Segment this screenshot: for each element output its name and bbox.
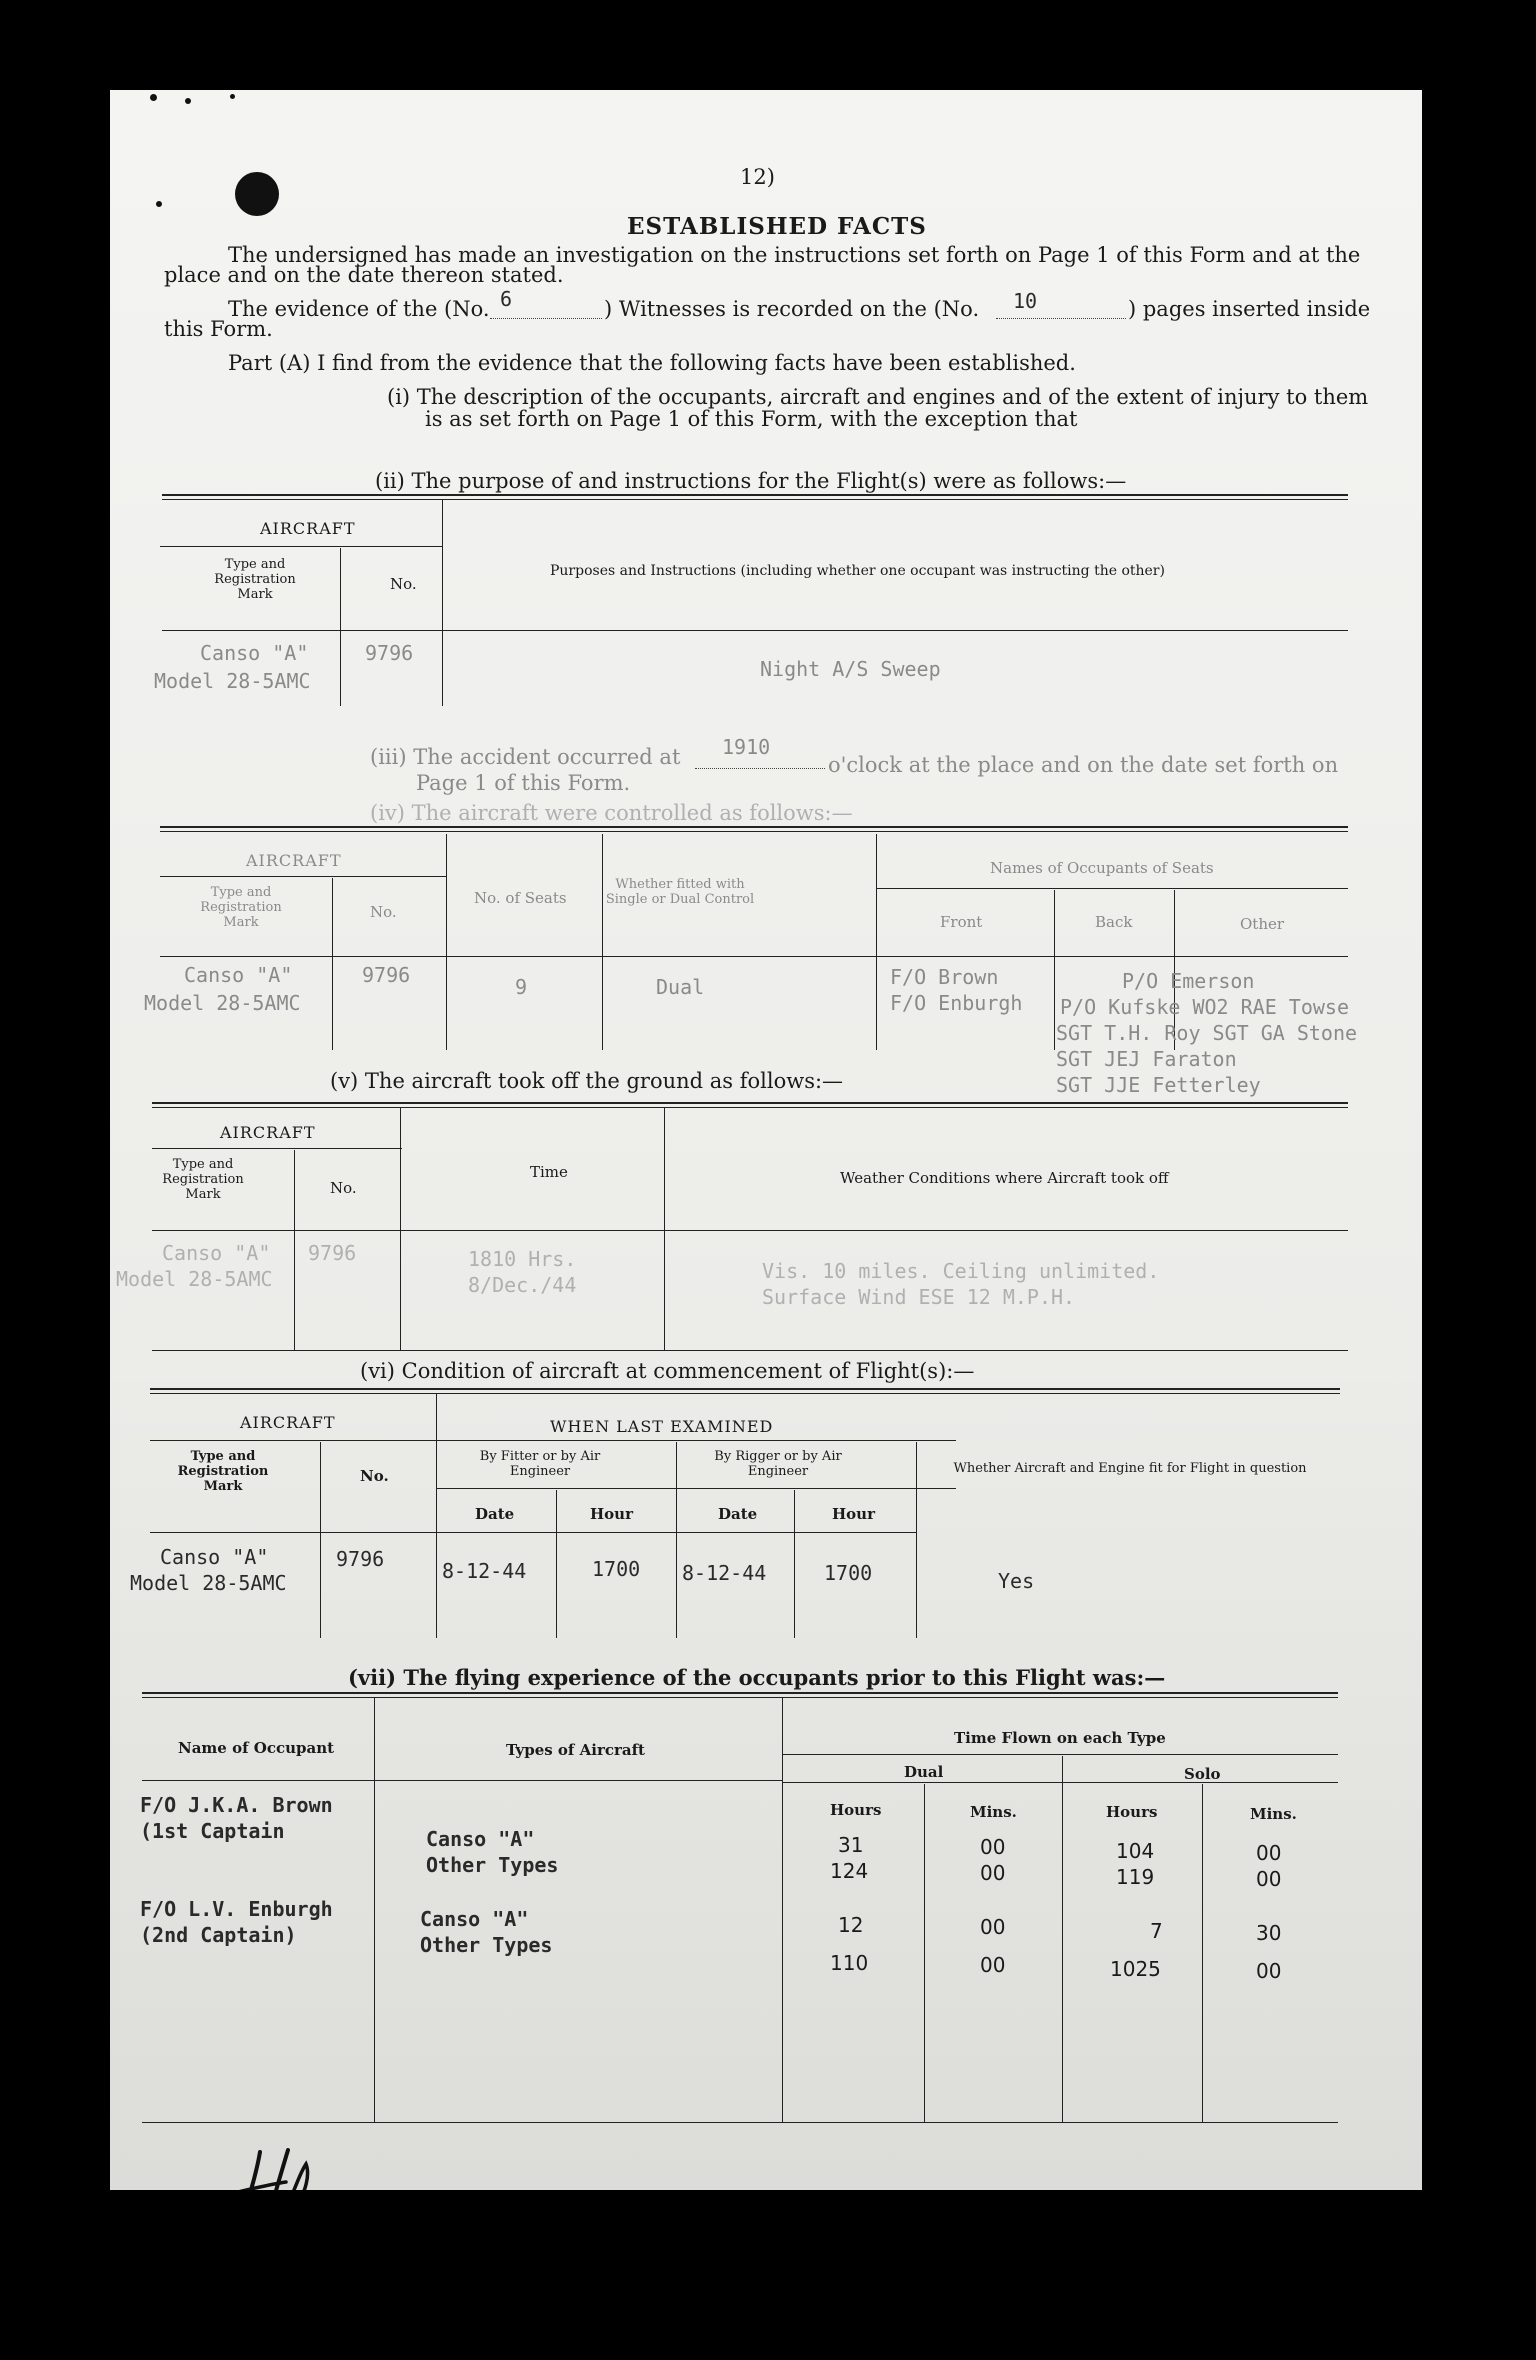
section-v-top-rule xyxy=(152,1102,1348,1108)
occupant-1-dual-mins-1: 00 xyxy=(980,1835,1006,1859)
section-iv-back-line-5: SGT JJE Fetterley xyxy=(1056,1073,1261,1097)
section-iv-col-seats: No. of Seats xyxy=(474,889,567,907)
rule xyxy=(160,956,1348,957)
rule xyxy=(664,1108,665,1350)
rule xyxy=(332,878,333,1050)
rule xyxy=(142,1780,782,1781)
rule xyxy=(294,1150,295,1350)
rule xyxy=(152,1230,1348,1231)
section-ii-col-purpose: Purposes and Instructions (including whether one occupant was instructing the other) xyxy=(550,563,1165,579)
rule xyxy=(916,1442,917,1638)
rule xyxy=(152,1148,402,1149)
section-vi-type-line-2: Model 28-5AMC xyxy=(130,1571,287,1595)
witness-suffix: ) pages inserted inside xyxy=(1128,297,1371,321)
section-v-aircraft-header: AIRCRAFT xyxy=(220,1123,316,1142)
section-v-type-line-1: Canso "A" xyxy=(162,1241,271,1265)
section-vi-aircraft-no: 9796 xyxy=(336,1547,385,1571)
witness-prefix: The evidence of the (No. xyxy=(228,297,490,321)
occupant-2-solo-mins-1: 30 xyxy=(1256,1921,1282,1945)
section-ii-heading: (ii) The purpose of and instructions for the Flight(s) were as follows:— xyxy=(375,469,1127,493)
section-iv-col-other: Other xyxy=(1240,915,1285,933)
section-iii-dots xyxy=(695,768,825,769)
occupant-1-name-line-2: (1st Captain xyxy=(140,1819,285,1843)
section-iv-col-names: Names of Occupants of Seats xyxy=(990,859,1214,877)
section-vii-top-rule xyxy=(142,1692,1338,1698)
section-iii-line-2: Page 1 of this Form. xyxy=(416,771,631,795)
section-vi-rigger-hour: Hour xyxy=(832,1505,875,1523)
intro-line-2: place and on the date thereon stated. xyxy=(164,263,564,287)
section-vi-fitter-hour: Hour xyxy=(590,1505,633,1523)
rule xyxy=(400,1108,401,1350)
section-v-heading: (v) The aircraft took off the ground as follows:— xyxy=(330,1069,844,1093)
rule xyxy=(924,1784,925,2122)
section-iv-col-control: Whether fitted with Single or Dual Control xyxy=(605,877,755,907)
occupant-1-solo-hours-1: 104 xyxy=(1116,1839,1155,1863)
rule xyxy=(1202,1784,1203,2122)
rule xyxy=(876,834,877,1050)
section-vi-fitter-hour-value: 1700 xyxy=(592,1557,641,1581)
part-a-line: Part (A) I find from the evidence that the following facts have been established. xyxy=(228,351,1076,375)
section-v-weather-line-1: Vis. 10 miles. Ceiling unlimited. xyxy=(762,1259,1160,1283)
intro-line-4: this Form. xyxy=(164,317,273,341)
witness-number: 6 xyxy=(500,287,513,311)
handwritten-initials xyxy=(220,2140,330,2190)
section-ii-type-line-1: Canso "A" xyxy=(200,641,309,665)
section-v-col-time: Time xyxy=(530,1163,568,1181)
occupant-2-dual-hours-1: 12 xyxy=(838,1913,864,1937)
rule xyxy=(436,1394,437,1638)
item-i-line-1: (i) The description of the occupants, aircraft and engines and of the extent of injury to them xyxy=(387,385,1369,409)
section-iii-prefix: (iii) The accident occurred at xyxy=(370,745,681,769)
section-v-col-type: Type and Registration Mark xyxy=(162,1157,244,1202)
section-v-col-no: No. xyxy=(330,1179,357,1197)
section-v-type-line-2: Model 28-5AMC xyxy=(116,1267,273,1291)
section-vi-when-examined: WHEN LAST EXAMINED xyxy=(550,1417,774,1436)
section-iv-back-line-2: P/O Kufske WO2 RAE Towse xyxy=(1060,995,1349,1019)
section-vii-col-dual: Dual xyxy=(904,1763,944,1781)
occupant-1-type-2: Other Types xyxy=(426,1853,559,1877)
occupant-2-name-line-2: (2nd Captain) xyxy=(140,1923,297,1947)
section-vi-col-no: No. xyxy=(360,1467,389,1485)
section-vi-type-line-1: Canso "A" xyxy=(160,1545,269,1569)
witness-middle: ) Witnesses is recorded on the (No. xyxy=(604,297,980,321)
rule xyxy=(442,500,443,706)
section-vi-by-fitter: By Fitter or by Air Engineer xyxy=(479,1449,601,1479)
rule xyxy=(320,1442,321,1638)
occupant-2-solo-hours-2: 1025 xyxy=(1110,1957,1161,1981)
page-number: 12) xyxy=(740,165,775,189)
section-vii-dual-hours: Hours xyxy=(830,1801,882,1819)
section-iii-suffix: o'clock at the place and on the date set forth on xyxy=(828,753,1339,777)
rule xyxy=(150,1440,956,1441)
section-iv-front-line-2: F/O Enburgh xyxy=(890,991,1023,1015)
pages-number: 10 xyxy=(1013,289,1038,313)
occupant-2-type-1: Canso "A" xyxy=(420,1907,529,1931)
section-ii-type-line-2: Model 28-5AMC xyxy=(154,669,311,693)
rule xyxy=(150,1532,916,1533)
rule xyxy=(160,546,442,547)
section-iv-top-rule xyxy=(160,826,1348,832)
occupant-2-dual-mins-1: 00 xyxy=(980,1915,1006,1939)
section-vii-col-types: Types of Aircraft xyxy=(506,1741,645,1759)
occupant-2-type-2: Other Types xyxy=(420,1933,553,1957)
punch-mark xyxy=(156,201,162,207)
section-v-time-line-1: 1810 Hrs. xyxy=(468,1247,577,1271)
section-iv-type-line-1: Canso "A" xyxy=(184,963,293,987)
section-ii-aircraft-header: AIRCRAFT xyxy=(260,519,356,538)
form-sheet xyxy=(110,90,1422,2190)
section-vii-dual-mins: Mins. xyxy=(970,1803,1017,1821)
section-ii-purpose: Night A/S Sweep xyxy=(760,657,941,681)
rule xyxy=(1054,890,1055,1050)
rule xyxy=(556,1490,557,1638)
section-vii-col-name: Name of Occupant xyxy=(178,1739,335,1757)
section-vi-rigger-date: Date xyxy=(718,1505,758,1523)
section-vi-rigger-date-value: 8-12-44 xyxy=(682,1561,767,1585)
section-vii-heading: (vii) The flying experience of the occupants prior to this Flight was:— xyxy=(348,1665,1166,1690)
section-v-time-line-2: 8/Dec./44 xyxy=(468,1273,577,1297)
rule xyxy=(446,834,447,1050)
intro-line-1: The undersigned has made an investigation on the instructions set forth on Page 1 of this Form and at the xyxy=(228,243,1361,267)
rule xyxy=(602,834,603,1050)
punch-hole xyxy=(235,172,279,216)
rule xyxy=(152,1350,1348,1351)
section-iv-col-no: No. xyxy=(370,903,397,921)
occupant-2-name-line-1: F/O L.V. Enburgh xyxy=(140,1897,333,1921)
section-vi-top-rule xyxy=(150,1388,1340,1394)
section-ii-col-no: No. xyxy=(390,575,417,593)
section-vi-by-rigger: By Rigger or by Air Engineer xyxy=(714,1449,842,1479)
section-vi-col-fit: Whether Aircraft and Engine fit for Flight in question xyxy=(953,1461,1307,1476)
section-iv-aircraft-header: AIRCRAFT xyxy=(246,851,342,870)
punch-mark xyxy=(230,94,235,99)
section-vii-bottom-rule xyxy=(142,2122,1338,2123)
rule xyxy=(782,1754,1338,1755)
rule xyxy=(782,1698,783,2122)
section-v-aircraft-no: 9796 xyxy=(308,1241,357,1265)
occupant-1-solo-mins-1: 00 xyxy=(1256,1841,1282,1865)
section-iv-back-line-3: SGT T.H. Roy SGT GA Stone xyxy=(1056,1021,1358,1045)
occupant-1-solo-mins-2: 00 xyxy=(1256,1867,1282,1891)
section-ii-col-type: Type and Registration Mark xyxy=(214,557,296,602)
occupant-1-name-line-1: F/O J.K.A. Brown xyxy=(140,1793,333,1817)
section-v-col-weather: Weather Conditions where Aircraft took off xyxy=(840,1169,1169,1187)
section-iii-time: 1910 xyxy=(722,735,771,759)
section-ii-aircraft-no: 9796 xyxy=(365,641,414,665)
section-iv-back-line-1: P/O Emerson xyxy=(1122,969,1255,993)
section-iv-front-line-1: F/O Brown xyxy=(890,965,999,989)
section-vii-col-solo: Solo xyxy=(1184,1765,1221,1783)
section-iv-back-line-4: SGT JEJ Faraton xyxy=(1056,1047,1237,1071)
section-vii-solo-mins: Mins. xyxy=(1250,1805,1297,1823)
section-v-weather-line-2: Surface Wind ESE 12 M.P.H. xyxy=(762,1285,1076,1309)
pages-dots xyxy=(996,318,1126,319)
section-vi-rigger-hour-value: 1700 xyxy=(824,1561,873,1585)
occupant-1-dual-mins-2: 00 xyxy=(980,1861,1006,1885)
section-iv-aircraft-no: 9796 xyxy=(362,963,411,987)
rule xyxy=(374,1698,375,2122)
occupant-2-dual-hours-2: 110 xyxy=(830,1951,869,1975)
section-iv-seats: 9 xyxy=(515,975,528,999)
section-vi-aircraft-header: AIRCRAFT xyxy=(240,1413,336,1432)
rule xyxy=(782,1782,1338,1783)
occupant-2-solo-hours-1: 7 xyxy=(1150,1919,1163,1943)
rule xyxy=(676,1442,677,1638)
punch-mark xyxy=(150,94,157,101)
section-vii-solo-hours: Hours xyxy=(1106,1803,1158,1821)
item-i-line-2: is as set forth on Page 1 of this Form, with the exception that xyxy=(425,407,1078,431)
section-vi-fitter-date: Date xyxy=(475,1505,515,1523)
section-vii-col-time-flown: Time Flown on each Type xyxy=(954,1729,1166,1747)
rule xyxy=(340,548,341,706)
page-title: ESTABLISHED FACTS xyxy=(627,213,927,240)
section-iv-control: Dual xyxy=(656,975,705,999)
occupant-2-solo-mins-2: 00 xyxy=(1256,1959,1282,1983)
section-iv-heading: (iv) The aircraft were controlled as follows:— xyxy=(370,801,853,825)
section-iv-col-front: Front xyxy=(940,913,983,931)
occupant-1-dual-hours-1: 31 xyxy=(838,1833,864,1857)
section-vi-heading: (vi) Condition of aircraft at commencement of Flight(s):— xyxy=(360,1359,975,1383)
rule xyxy=(160,876,446,877)
occupant-1-type-1: Canso "A" xyxy=(426,1827,535,1851)
punch-mark xyxy=(185,98,191,104)
witness-dots xyxy=(490,318,602,319)
section-ii-top-rule xyxy=(162,494,1348,500)
rule xyxy=(1062,1756,1063,2122)
section-iv-col-type: Type and Registration Mark xyxy=(200,885,282,930)
rule xyxy=(794,1490,795,1638)
section-iv-type-line-2: Model 28-5AMC xyxy=(144,991,301,1015)
section-vi-col-type: Type and Registration Mark xyxy=(177,1449,269,1494)
occupant-2-dual-mins-2: 00 xyxy=(980,1953,1006,1977)
rule xyxy=(876,888,1348,889)
rule xyxy=(162,630,1348,631)
occupant-1-dual-hours-2: 124 xyxy=(830,1859,869,1883)
occupant-1-solo-hours-2: 119 xyxy=(1116,1865,1155,1889)
section-vi-fitter-date-value: 8-12-44 xyxy=(442,1559,527,1583)
section-vi-fit-value: Yes xyxy=(998,1569,1035,1593)
rule xyxy=(436,1488,956,1489)
section-iv-col-back: Back xyxy=(1095,913,1133,931)
